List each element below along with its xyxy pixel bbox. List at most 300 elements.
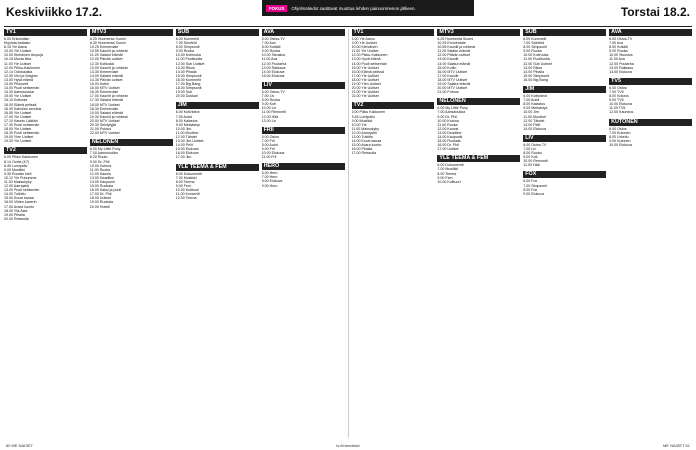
program-line: 12.00 Päivän uutiset xyxy=(89,57,123,62)
channel-block xyxy=(609,78,692,115)
program-line: 9.00 Metsästys xyxy=(175,122,200,127)
program-line: 7.00 Liv xyxy=(261,94,275,99)
channel-block xyxy=(352,102,435,155)
program-line: 11.00 Ava xyxy=(261,57,278,62)
program-line: 14.00 Kaupunki xyxy=(437,134,463,139)
channel-block xyxy=(523,29,606,82)
listings-columns xyxy=(4,29,692,438)
program-line: 6.30 Huomenta Suomi xyxy=(89,41,126,46)
program-line: 9.00 Koti xyxy=(523,155,538,160)
channel-heading: TV5 xyxy=(609,78,692,85)
program-line: 6.00 My Little Pony xyxy=(437,106,468,111)
program-line: 14.00 Pelit xyxy=(175,143,193,148)
program-line: 10.00 Kotiruoka xyxy=(175,53,201,58)
program-line: 12.00 Pikku-Kakkonen xyxy=(4,65,40,70)
program-line: 15.00 Simpsonit xyxy=(523,73,550,78)
program-line: 6.00 Ostos-TV xyxy=(609,37,633,41)
program-line: 6.00 Kummelit xyxy=(523,37,547,41)
program-line: 18.00 MTV Uutiset xyxy=(89,102,120,107)
program-line: 11.00 Konsertti xyxy=(175,192,200,196)
channel-heading: TV2 xyxy=(352,102,435,109)
channel-block xyxy=(90,29,173,135)
program-line: 16.00 Elämä pelissä xyxy=(351,69,384,74)
program-line: 10.00 Kotona xyxy=(437,118,459,123)
channel-block xyxy=(437,98,520,151)
program-line: 12.00 Puutarha xyxy=(609,61,634,66)
program-line: 9.00 Metsästys xyxy=(523,106,548,111)
program-line: 22.00 Yle Uutiset xyxy=(351,94,379,99)
program-line: 8.00 Kalastus xyxy=(175,118,198,123)
program-line: 16.00 MTV Uutiset xyxy=(437,69,468,74)
channel-block xyxy=(609,119,692,147)
program-line: 9.30 Ruotsin kieli xyxy=(4,171,32,176)
program-line: 9.00 Frii xyxy=(261,146,275,151)
program-line: 6.00 Ostos-TV xyxy=(261,37,285,41)
program-line: 10.00 Kotona xyxy=(89,163,112,168)
program-line: 10.00 Elokuva xyxy=(609,102,632,107)
program-line: 7.00 Seinfeld xyxy=(523,41,545,46)
channel-block xyxy=(4,147,87,221)
program-line: 10.12 Yle Puhumme xyxy=(4,175,37,180)
info-banner xyxy=(262,0,474,16)
program-line: 19.00 Salatut elämät xyxy=(89,110,123,115)
program-line: 17.30 Salatut elämät xyxy=(89,98,123,103)
program-line: 6.00 Kummelit xyxy=(175,37,199,41)
program-line: 14.00 Salatut elämät xyxy=(437,61,471,66)
program-line: 11.00 Ruoka xyxy=(89,167,110,172)
program-line: 19.30 Yle Uutiset xyxy=(4,139,32,144)
program-line: 19.00 Ylen Uutiset xyxy=(351,82,381,87)
program-line: 20.00 Hotelli xyxy=(89,204,110,209)
listing-column xyxy=(262,29,345,438)
program-line: 18.30 Emmerdale xyxy=(89,106,119,111)
listing-column xyxy=(609,29,692,438)
program-line: 11.00 Moottori xyxy=(523,114,546,119)
program-line: 11.00 Puolituntia xyxy=(175,57,203,62)
program-line: 10.55 Kauniit ja rohkeat xyxy=(89,49,128,54)
banner-text: Ohjelmatiedot saattavat muuttua lehden painoonmenon jälkeen. xyxy=(291,5,416,11)
program-line: 11.00 Moottori xyxy=(175,130,199,135)
program-line: 14.00 Puoli seitsemän xyxy=(4,86,40,91)
listing-column xyxy=(523,29,606,438)
program-line: 8.20 Ruutu xyxy=(89,155,108,160)
program-line: 12.30 Kotikokki xyxy=(89,61,115,66)
program-line: 10.00 Liv xyxy=(261,106,277,111)
channel-heading: YLE TEEMA & FEM xyxy=(437,155,520,162)
channel-heading: FRII xyxy=(262,127,345,134)
program-line: 12.00 Puutarha xyxy=(261,61,287,66)
program-line: 16.30 Kahvilan arvoitus xyxy=(4,106,42,111)
program-line: 6.00 Erikoistilan xyxy=(4,37,30,41)
program-line: 6.00 Fox xyxy=(523,179,538,184)
channel-block xyxy=(523,86,606,131)
program-line: 12.00 Sub Uutiset xyxy=(175,61,205,66)
program-line: 14.00 Elokuva xyxy=(261,69,285,74)
program-line: 17.00 Uutiset xyxy=(437,147,459,152)
program-line: 17.30 Puoli seitsemän xyxy=(4,122,40,127)
program-line: 18.00 Yle Uutiset xyxy=(4,127,32,132)
program-line: 9.00 Ruoka xyxy=(175,49,195,54)
program-line: 11.00 Yle Uutiset xyxy=(4,61,32,66)
program-line: 8.00 Simpsonit xyxy=(523,45,548,50)
program-line: 7.00 Aamutoukka xyxy=(89,151,118,156)
program-line: 18.30 Puoli seitsemän xyxy=(4,131,40,136)
program-line: 6.00 My Little Pony xyxy=(89,147,121,152)
program-line: 12.30 Viivi ja Wagner xyxy=(4,73,38,78)
program-line: 7.00 Kutonen xyxy=(609,130,631,135)
program-line: 6.00 Ostos xyxy=(609,126,627,131)
listing-column xyxy=(437,29,520,438)
program-line: 12.00 Kaunis xyxy=(437,126,459,131)
channel-heading: NELONEN xyxy=(437,98,520,105)
program-line: 9.00 Kutonen xyxy=(609,138,631,143)
program-line: 18.00 MTV Uutiset xyxy=(437,77,468,82)
program-line: 7.00 Aamutoukka xyxy=(437,110,466,115)
channel-block xyxy=(176,102,259,159)
program-line: 19.00 Ylen Uutiset xyxy=(4,135,34,140)
program-line: 17.00 Big Bang xyxy=(175,82,201,87)
program-line: 7.00 Frii xyxy=(261,138,275,143)
program-line: 8.00 Teema xyxy=(175,179,195,184)
program-line: 15.00 Kotiin xyxy=(437,65,457,70)
program-line: 9.00 Musiikki xyxy=(351,118,373,123)
program-line: 12.00 Kauneus xyxy=(609,110,634,115)
program-line: 9.00 TV5 xyxy=(609,98,624,103)
program-line: 14.00 Pihalla xyxy=(175,69,197,74)
channel-heading: JIM xyxy=(523,86,606,93)
program-line: 16.00 Dr. Phil xyxy=(437,143,459,148)
program-line: 16.00 Big Bang xyxy=(523,77,548,82)
program-line: 11.00 Ava xyxy=(609,57,625,62)
program-line: 7.00 Autot xyxy=(523,98,540,103)
program-line: 19.30 Kauniit ja rohkeat xyxy=(89,114,128,119)
program-line: 7.00 Musiikki xyxy=(175,175,197,180)
channel-block xyxy=(262,29,345,78)
program-line: 7.00 Simpsonit xyxy=(523,183,548,188)
program-line: 8.00 Kotona xyxy=(609,94,629,99)
program-line: 12.00 Sub Uutiset xyxy=(523,61,552,66)
program-line: 10.00 Yle Uutiset xyxy=(4,49,32,54)
program-line: 10.25 Emmerdale xyxy=(89,45,119,50)
program-line: 11.00 Frii xyxy=(261,155,277,160)
program-line: 14.00 Elokuva xyxy=(523,126,547,131)
program-line: 7.00 Ava xyxy=(261,41,276,46)
program-line: 15.10 Kotimaa xyxy=(4,98,28,103)
listing-column xyxy=(4,29,87,438)
program-line: 6.00 Kotivideot xyxy=(523,94,548,99)
program-line: 6.00 Dokumentti xyxy=(175,171,202,176)
program-line: 16.00 MTV Uutiset xyxy=(89,86,120,91)
program-line: 12.00 Tähdet xyxy=(175,134,197,139)
channel-heading: MTV3 xyxy=(90,29,173,36)
channel-block xyxy=(523,135,606,168)
channel-block xyxy=(262,82,345,123)
program-line: 21.00 Putous xyxy=(437,90,459,95)
program-line: 10.15 Musta lista xyxy=(4,57,32,62)
program-line: 10.00 Remontti xyxy=(523,159,548,164)
program-line: 14.00 Pihalla xyxy=(523,69,545,74)
program-line: 8.00 Kotiäiti xyxy=(261,45,281,50)
program-line: 9.00 Hero xyxy=(261,183,278,188)
program-line: 7.00 Liv xyxy=(523,146,536,151)
listing-column xyxy=(348,29,435,438)
program-line: 13.00 Rakkaus xyxy=(609,65,634,70)
program-line: 10.00 Yle xyxy=(351,122,367,127)
program-line: 9.00 Elokuva xyxy=(523,191,545,196)
program-line: 10.00 Kulttuuri xyxy=(175,187,199,192)
channel-block xyxy=(352,29,435,98)
footer-left: 60 ME NAISET xyxy=(6,443,34,448)
program-line: 17.00 Avara luonto xyxy=(4,204,34,209)
program-line: 8.00 Fox xyxy=(523,187,538,192)
program-line: 13.00 Hyvä elämä xyxy=(351,57,381,62)
program-line: 13.00 Hyvä elämä xyxy=(4,77,33,82)
program-line: 16.55 Yle Uutiset xyxy=(4,110,32,115)
program-line: 17.00 Reissulla xyxy=(351,151,377,156)
program-line: 20.00 Dokkari xyxy=(175,94,198,99)
program-line: 6.00 Ostos-TV xyxy=(523,142,547,147)
program-line: 16.00 Elämä pelissä xyxy=(4,102,37,107)
program-line: 7.00 Seinfeld xyxy=(175,41,197,46)
program-line: 12.14 Odotusaika xyxy=(4,69,33,74)
program-line: 8.00 Ruoka xyxy=(523,151,542,156)
program-line: 18.00 Simpsonit xyxy=(175,86,202,91)
program-line: 6.15 Yle Aamu xyxy=(4,45,28,50)
program-line: 8.14 Ovela (K7) xyxy=(4,159,30,164)
program-line: 6.00 Ostos-TV xyxy=(261,89,285,94)
channel-heading: SUB xyxy=(176,29,259,36)
program-line: 8.00 Ruoka xyxy=(261,98,281,103)
program-line: 17.00 Jim xyxy=(175,155,192,160)
program-line: 7.00 Hero xyxy=(261,175,278,180)
program-line: 10.00 Sisustus xyxy=(261,53,286,58)
channel-heading: LIV xyxy=(523,135,606,142)
program-line: 13.00 Jim Uutiset xyxy=(175,139,204,144)
program-line: 19.00 Sub xyxy=(175,90,193,95)
program-line: 6.00 Hero xyxy=(261,171,278,176)
program-line: 10.00 Sisustus xyxy=(609,53,633,58)
program-line: 14.30 Päivän uutiset xyxy=(89,77,123,82)
program-line: 9.00 Musiikki xyxy=(4,167,25,172)
listing-column xyxy=(90,29,173,438)
program-line: 6.00 Pikku Kakkonen xyxy=(351,110,386,115)
program-line: 9.00 Dr. Phil xyxy=(437,114,457,119)
program-line: 12.00 Hää xyxy=(261,114,279,119)
channel-block xyxy=(90,139,173,208)
program-line: 14.00 Elokuva xyxy=(609,69,632,74)
program-line: 11.00 Ruoka xyxy=(437,122,458,127)
program-line: 13.00 Kauniit ja rohkeat xyxy=(89,65,128,70)
program-line: 11.00 Hää xyxy=(523,163,540,168)
program-line: 8.00 Simpsonit xyxy=(175,45,200,50)
program-line: 18.00 Ylä-Aste xyxy=(4,208,28,213)
program-line: 13.00 Rikos xyxy=(523,65,543,70)
program-line: 10.00 Kotiruoka xyxy=(523,53,549,58)
program-line: 17.10 Kaunis Lääkäri xyxy=(4,118,38,123)
program-line: 17.00 Kauniit xyxy=(437,73,459,78)
program-line: 8.00 Teema xyxy=(437,171,457,176)
program-line: 7.00 TV5 xyxy=(609,89,624,94)
program-line: 15.00 Kuusi kanaa xyxy=(4,196,34,201)
program-line: 11.00 Yle Uutiset xyxy=(351,49,379,54)
program-line: 21.00 Putous xyxy=(89,127,112,132)
program-line: 12.00 Teema xyxy=(175,196,197,201)
program-line: 20.30 Selviytyjät xyxy=(89,122,117,127)
program-line: 11.00 Remontti xyxy=(261,110,286,115)
program-line: 13.00 Tutkittu xyxy=(351,134,374,139)
program-line: 15.00 Ruokala xyxy=(437,139,461,144)
program-line: 19.00 Pihalla xyxy=(4,212,25,217)
program-line: 12.00 Pikku-Kakkonen xyxy=(351,53,388,58)
channel-heading: TV1 xyxy=(4,29,87,36)
program-line: 6.00 Yle Aamu xyxy=(351,37,375,41)
program-line: 16.00 Elokuva xyxy=(175,151,199,156)
program-line: 10.00 Jim xyxy=(175,126,192,131)
program-line: 15.00 Yle Uutiset xyxy=(351,65,379,70)
program-line: 19.00 Ruokala xyxy=(89,200,114,205)
program-line: 9.00 Koti xyxy=(261,102,276,107)
program-line: 8.45 Lumipallo xyxy=(4,163,28,168)
channel-heading: LIV xyxy=(262,82,345,89)
program-line: 11.00 TV5 xyxy=(609,106,626,111)
channel-heading: NELONEN xyxy=(90,139,173,146)
program-line: 10.00 Jim xyxy=(523,110,539,115)
program-line: 21.00 Yle Uutiset xyxy=(351,90,379,95)
program-line: 15.00 Avara luonto xyxy=(351,143,382,148)
program-line: 9.00 Fem xyxy=(175,183,191,188)
program-line: 11.25 Salatut elämät xyxy=(437,49,471,54)
channel-block xyxy=(176,164,259,201)
program-line: 13.30 Pikkuveli xyxy=(4,82,29,87)
header-rule xyxy=(4,26,692,27)
program-line: 16.00 Kaksi ja puoli xyxy=(89,188,122,193)
program-line: 6.25 Huomenta Suomi xyxy=(89,37,126,41)
channel-heading: HERO xyxy=(262,163,345,170)
program-line: 11.00 Puolituntia xyxy=(523,57,550,62)
program-line: 10.25 Emmerdale xyxy=(437,41,466,46)
channel-block xyxy=(262,163,345,187)
program-line: 12.00 Aarrejahti xyxy=(351,130,377,135)
program-line: 14.00 Kuusi kanaa xyxy=(351,139,382,144)
footer-center: is.fi/menaiset xyxy=(336,443,360,448)
program-line: 20.00 MTV Uutiset xyxy=(89,118,120,123)
program-line: Kirjoista Astiasto xyxy=(4,41,31,46)
program-line: 6.25 Huomenta Suomi xyxy=(437,37,474,41)
program-line: 9.00 Ruoka xyxy=(523,49,542,54)
channel-block xyxy=(437,155,520,183)
program-line: 10.00 Elokuva xyxy=(609,142,632,147)
program-line: 16.00 Kummelit xyxy=(175,77,201,82)
program-line: 14.30 Aamutoukka xyxy=(4,90,34,95)
footer-right: ME NAISET 61 xyxy=(662,443,690,448)
program-line: 16.00 Pihalla xyxy=(351,147,373,152)
program-line: 19.00 Salatut elämät xyxy=(437,82,471,87)
channel-heading: SUB xyxy=(523,29,606,36)
program-line: 13.00 Rikos xyxy=(175,65,195,70)
program-line: 15.00 Elokuva xyxy=(261,73,285,78)
channel-heading: JIM xyxy=(176,102,259,109)
program-line: 22.00 MTV Uutiset xyxy=(89,131,120,136)
program-line: 9.00 Dr. Phil xyxy=(89,159,110,164)
program-line: 10.55 Kauniit ja rohkeat xyxy=(437,45,476,50)
program-line: 9.00 Ruoka xyxy=(261,49,281,54)
program-line: 7.00 Musiikki xyxy=(437,167,459,172)
program-line: 9.00 Yle Uutiset xyxy=(351,41,377,46)
program-line: 8.00 Kotiäiti xyxy=(609,45,628,50)
program-line: 13.00 Puoli seitsemän xyxy=(4,188,40,193)
program-line: 10.00 Kiehdinen xyxy=(351,45,378,50)
channel-block xyxy=(523,171,606,195)
program-line: 8.00 Autot xyxy=(261,142,278,147)
program-line: 7.00 Ava xyxy=(609,41,624,46)
program-line: 18.00 Yle Uutiset xyxy=(351,77,379,82)
program-line: 13.00 Deadline xyxy=(437,130,462,135)
program-line: 6.00 Ostos xyxy=(609,85,627,90)
channel-block xyxy=(176,29,259,98)
program-line: 13.30 Emmerdale xyxy=(89,69,119,74)
program-line: 11.00 Maksukyky xyxy=(4,180,32,184)
program-line: 20.00 MTV Uutiset xyxy=(437,86,468,91)
program-line: 15.00 Ruokala xyxy=(89,184,114,189)
program-line: 13.00 Kauniit xyxy=(437,57,459,62)
program-line: 8.00 Urheilu xyxy=(609,134,629,139)
program-line: 9.00 Fem xyxy=(437,175,453,180)
program-line: 7.00 Autot xyxy=(175,114,192,119)
day-heading-right: Torstai 18.2. xyxy=(620,5,690,19)
channel-block xyxy=(437,29,520,94)
program-line: 14.00 Tutkittu xyxy=(4,192,26,197)
channel-heading: KUTONEN xyxy=(609,119,692,126)
program-line: 8.00 Kalastus xyxy=(523,102,546,107)
day-heading-left: Keskiviikko 17.2. xyxy=(6,5,103,19)
channel-heading: TV2 xyxy=(4,147,87,154)
program-line: 16.00 Viiden kaverin xyxy=(4,200,37,205)
program-line: 18.00 Uutiset xyxy=(89,196,112,201)
program-line: 6.00 Kotivideot xyxy=(175,110,200,115)
program-line: 8.00 Elokuva xyxy=(261,179,283,184)
channel-heading: TV1 xyxy=(352,29,435,36)
program-line: 20.00 Yle Uutiset xyxy=(351,86,379,91)
channel-block xyxy=(609,29,692,74)
program-line: 15.00 Yle Uutiset xyxy=(4,94,32,99)
program-line: 13.00 Pelit xyxy=(523,122,541,127)
program-line: 10.00 Kulttuuri xyxy=(437,179,461,184)
channel-heading: FOX xyxy=(523,171,606,178)
program-line: 13.00 Deadline xyxy=(89,175,115,180)
program-line: 6.00 Dokumentti xyxy=(437,163,464,168)
program-line: 15.00 Kotiin xyxy=(89,82,109,87)
program-line: 17.00 Dr. Phil xyxy=(89,192,112,197)
program-line: 8.45 Lumipallo xyxy=(351,114,375,119)
banner-tag: FOKUS xyxy=(266,5,287,12)
program-line: 17.00 Yle Uutiset xyxy=(4,114,32,119)
program-line: 12.00 Aarrejahti xyxy=(4,184,30,189)
channel-heading: AVA xyxy=(262,29,345,36)
program-line: 10.00 Kiehdinen Ampuja xyxy=(4,53,43,58)
program-line: 14.00 Kaupunki xyxy=(89,180,115,184)
program-line: 12.00 Kaunis xyxy=(89,171,111,176)
program-line: 15.00 Simpsonit xyxy=(175,73,202,78)
program-line: 13.00 Liv xyxy=(261,118,277,123)
program-line: 9.00 Ruoka xyxy=(609,49,628,54)
listing-column xyxy=(176,29,259,438)
program-line: 20.00 Reissulla xyxy=(4,216,29,221)
program-line: 11.00 Maksukyky xyxy=(351,126,379,131)
program-line: 6.00 Ostos xyxy=(261,134,280,139)
program-line: 10.00 Elokuva xyxy=(261,151,285,156)
channel-block xyxy=(4,29,87,143)
program-line: 16.30 Emmerdale xyxy=(89,90,119,95)
